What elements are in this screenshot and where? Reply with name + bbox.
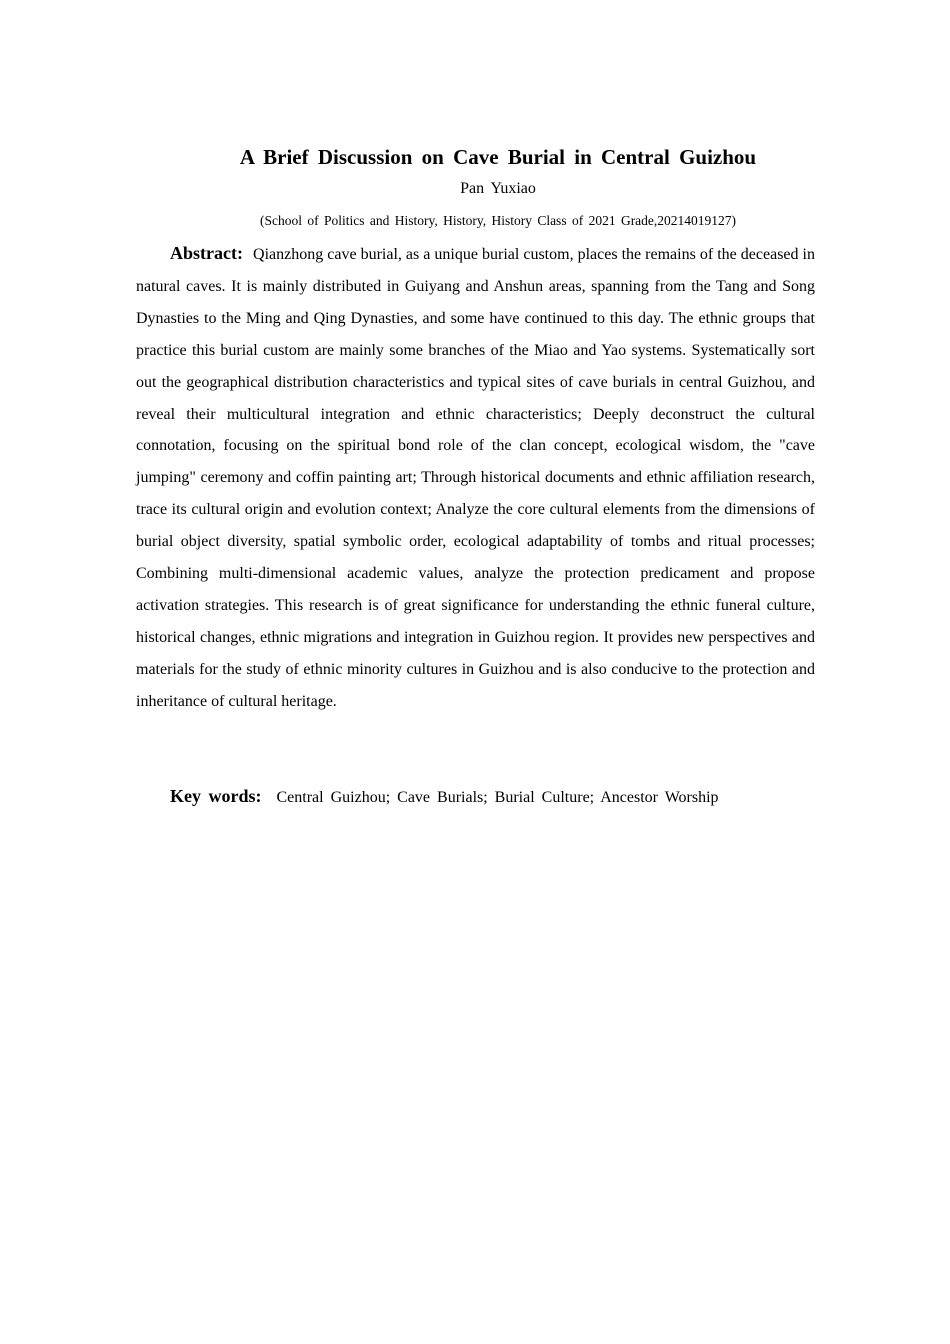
abstract-text: Qianzhong cave burial, as a unique burial custom, places the remains of the deceased in natural caves. It is mainly distributed in Guiyang and Anshun areas, spanning from the Tang and Song Dynasties to the Ming and Qing Dynasties, and some have continued to this day. The ethnic groups that practice this burial custom are mainly some branches of the Miao and Yao systems. Systematically sort out the geographical distribution characteristics and typical sites of cave burials in central Guizhou, and reveal their multicultural integration and ethnic characteristics; Deeply deconstruct the cultural connotation, focusing on the spiritual bond role of the clan concept, ecological wisdom, the "cave jumping" ceremony and coffin painting art; Through historical documents and ethnic affiliation research, trace its cultural origin and evolution context; Analyze the core cultural elements from the dimensions of burial object diversity, spatial symbolic order, ecological adaptability of tombs and ritual processes; Combining multi-dimensional academic values, analyze the protection predicament and propose activation strategies. This research is of great significance for understanding the ethnic funeral culture, historical changes, ethnic migrations and integration in Guizhou region. It provides new perspectives and materials for the study of ethnic minority cultures in Guizhou and is also conducive to the protection and inheritance of cultural heritage.	[136, 246, 815, 710]
abstract-paragraph	[136, 238, 815, 718]
abstract-label: Abstract:	[170, 243, 243, 263]
paper-title: A Brief Discussion on Cave Burial in Central Guizhou	[239, 145, 757, 169]
author-name: Pan Yuxiao	[460, 180, 536, 197]
keywords-paragraph	[170, 781, 815, 813]
author-affiliation: (School of Politics and History, History, History Class of 2021 Grade,20214019127)	[259, 213, 737, 228]
keywords-text: Central Guizhou; Cave Burials; Burial Culture; Ancestor Worship	[276, 789, 719, 806]
keywords-label: Key words:	[170, 786, 262, 806]
